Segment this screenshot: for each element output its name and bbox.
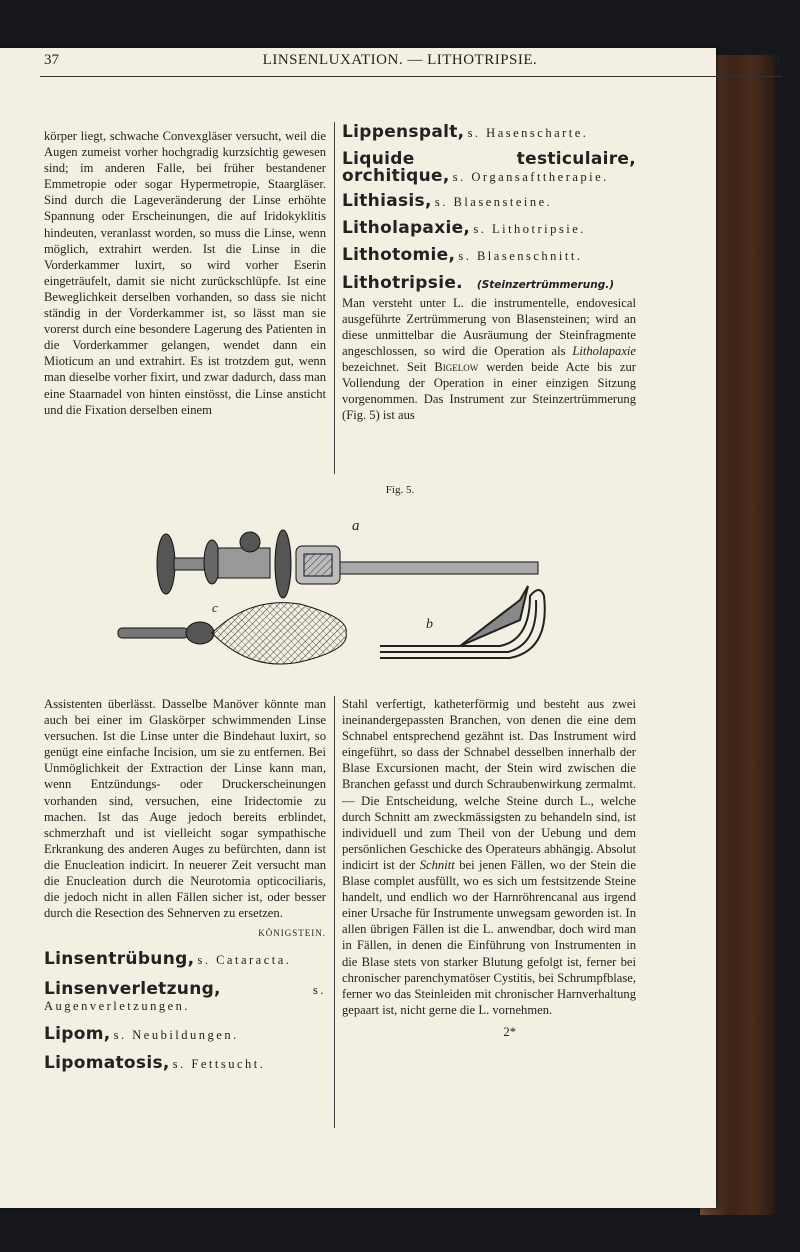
figure-label-c: c — [212, 600, 218, 615]
entry-headword: Linsentrübung, — [44, 949, 195, 970]
entry-headword: Lipom, — [44, 1023, 111, 1044]
right-column-top — [342, 124, 636, 423]
page-header — [0, 52, 800, 72]
paragraph: Man versteht unter L. die instrumentelle, endovesical ausgeführte Zertrümmerung von Blasensteinen; wird an diese unmittelbar die Ausräumung der Steinfragmente angeschlossen, so wird die Operation als Litholapaxie bezeichnet. Seit Bigelow werden beide Acte bis zur Vollendung der Operation in einer einzigen Sitzung vorgenommen. Das Instrument zur Steinzertrümmerung (Fig. 5) ist aus — [342, 295, 636, 423]
entry-reference: s. Lithotripsie. — [473, 222, 586, 237]
dictionary-entry — [44, 951, 326, 968]
lithotripter-illustration — [100, 500, 560, 690]
entry-reference: s. Fettsucht. — [172, 1056, 266, 1071]
main-entry — [342, 272, 636, 424]
entry-reference: s. Cataracta. — [197, 953, 292, 968]
page-number-left: 37 — [44, 52, 59, 68]
paragraph: Assistenten überlässt. Dasselbe Manöver könnte man auch bei einer im Glaskörper schwimmenden Linse versuchen. Ist die Linse unter die Bindehaut luxirt, so genügt eine einfache Incision, um sie zu entfernen. Bei Unmöglichkeit der Extraction der Linse kann man, wenn Entzündungs- oder Druckerscheinungen vorhanden sind, versuchen, eine Iridectomie zu machen. Ist das Auge jedoch bereits erblindet, schmerzhaft und ist vielleicht sogar sympathische Erkrankung des anderen Auges zu befürchten, dann ist die Enucleation indicirt. In neuerer Zeit versucht man die Enucleation durch die Neurotomia opticociliaris, die jedoch nicht in allen Fällen sicher ist, oder besser durch die Resection des Sehnerven zu ersetzen. KÖNIGSTEIN. — [44, 696, 326, 921]
entry-reference: s. Hasenscharte. — [467, 126, 589, 140]
column-divider-bottom — [334, 696, 335, 1128]
entry-headword: Lipomatosis, — [44, 1052, 170, 1073]
signature-mark: 2* — [503, 1024, 516, 1039]
dictionary-entry — [342, 151, 636, 185]
entry-reference: s. Organsafttherapie. — [452, 170, 609, 185]
entry-headword: Lithotomie, — [342, 245, 456, 266]
page-number-right: 38 — [765, 52, 780, 68]
author-signature: KÖNIGSTEIN. — [258, 928, 326, 939]
entry-headword: Litholapaxie, — [342, 218, 471, 239]
figure-caption: Fig. 5. — [385, 484, 415, 496]
dictionary-entry — [44, 978, 326, 1014]
left-column-bottom — [44, 696, 326, 1072]
entry-reference: s. Augenverletzungen. — [44, 982, 326, 1013]
paragraph: körper liegt, schwache Convexgläser versucht, weil die Augen zumeist vorher hochgradig kurzsichtig gewesen sind; im anderen Falle, bei früher bestandener Emmetropie oder sogar Hypermetropie, Staargläser. Sind durch die Lageveränderung der Linse erhöhte Spannung oder Erscheinungen, die auf Iridokyklitis hindeuten, veranlasst worden, so muss die Linse, wenn möglich, extrahirt werden. Ist die Linse in die Vorderkammer luxirt, so wird vorher Eserin eingeträufelt, damit sie nicht zurückschlüpfe. Ist eine Beweglichkeit derselben vorhanden, so dass sie nicht ständig in der Vorderkammer ist, so lässt man sie vorerst durch eine besondere Lagerung des Patienten in die Vorderkammer gelangen, wendet dann ein Mioticum an und extrahirt. Es ist trotzdem gut, wenn man dieselbe vorher fixirt, und zwar dadurch, dass man eine Staarnadel von hinten einstösst, die Linse ansticht und die Fixation derselben einem — [44, 129, 326, 417]
dictionary-entry — [342, 193, 636, 210]
running-title: LINSENLUXATION. — LITHOTRIPSIE. — [262, 52, 538, 68]
right-column-bottom — [342, 696, 636, 1040]
entry-headword: Lithotripsie. — [342, 272, 463, 293]
entry-headword: Liquide testiculaire, orchitique, — [342, 149, 636, 187]
header-rule — [40, 76, 782, 77]
dictionary-entry — [342, 247, 636, 264]
entry-reference: s. Blasensteine. — [434, 195, 553, 210]
figure-label-a: a — [352, 518, 360, 534]
column-divider-top — [334, 122, 335, 474]
figure-label-b: b — [426, 617, 433, 632]
entry-gloss: (Steinzertrümmerung.) — [476, 278, 615, 291]
dictionary-entry — [44, 1023, 326, 1044]
paragraph: Stahl verfertigt, katheterförmig und besteht aus zwei ineinandergepassten Branchen, von denen die eine dem Schnabel entsprechend gezähnt ist. Das Instrument wird eingeführt, so dass der Schnabel desselben innerhalb der Blase Excursionen macht, der Stein wird zwischen die Branchen gefasst und durch Schraubenwirkung zermalmt. — Die Entscheidung, welche Steine durch L., welche durch Schnitt am zweckmässigsten zu behandeln sind, ist individuell und zum Theil von der Uebung und dem persönlichen Geschicke des Operateurs abhängig. Absolut indicirt ist der Schnitt bei jenen Fällen, wo der Stein die Blase complet ausfüllt, wo es sich um festsitzende Steine handelt, und endlich wo der Harnröhrencanal aus irgend einer Ursache für Instrumente unwegsam geworden ist. In allen übrigen Fällen ist die L. anwendbar, doch wird man in Fällen, in denen die Einführung von Instrumenten in die Blase stets von starker Blutung gefolgt ist, ferner bei chronischer parenchymatöser Cystitis, bei Schrumpfblase, ferner wo das Steinleiden mit chronischer Harnverhaltung gepaart ist, nicht gerne die L. vornehmen. — [342, 697, 636, 1017]
entry-reference: s. Blasenschnitt. — [458, 249, 583, 264]
entry-headword: Lippenspalt, — [342, 122, 465, 142]
dictionary-entry — [342, 124, 636, 141]
instrument-c — [118, 603, 346, 664]
entry-reference: s. Neubildungen. — [113, 1027, 239, 1042]
entry-headword: Linsenverletzung, — [44, 978, 221, 999]
instrument-b — [380, 586, 545, 658]
entry-headword: Lithiasis, — [342, 191, 432, 212]
dictionary-entry — [44, 1052, 326, 1073]
dictionary-entry — [342, 220, 636, 237]
left-column-top — [44, 128, 326, 418]
instrument-a — [157, 530, 538, 598]
